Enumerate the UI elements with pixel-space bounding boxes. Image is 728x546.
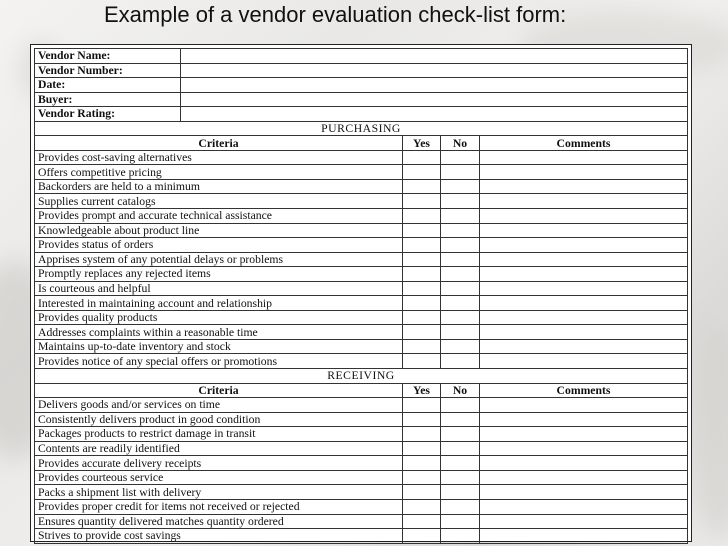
yes-cell[interactable] bbox=[403, 529, 441, 544]
yes-cell[interactable] bbox=[403, 165, 441, 180]
criteria-row bbox=[35, 427, 688, 442]
no-cell[interactable] bbox=[441, 150, 480, 165]
yes-cell[interactable] bbox=[403, 441, 441, 456]
criteria-row bbox=[35, 485, 688, 500]
criteria-label: Packs a shipment list with delivery bbox=[35, 485, 403, 500]
no-cell[interactable] bbox=[441, 296, 480, 311]
yes-cell[interactable] bbox=[403, 456, 441, 471]
header-field-value[interactable] bbox=[181, 78, 688, 93]
comments-cell[interactable] bbox=[480, 325, 688, 340]
no-cell[interactable] bbox=[441, 165, 480, 180]
no-cell[interactable] bbox=[441, 223, 480, 238]
criteria-row bbox=[35, 529, 688, 544]
yes-cell[interactable] bbox=[403, 252, 441, 267]
yes-cell[interactable] bbox=[403, 223, 441, 238]
criteria-label: Delivers goods and/or services on time bbox=[35, 398, 403, 413]
header-field-value[interactable] bbox=[181, 92, 688, 107]
criteria-label: Provides courteous service bbox=[35, 470, 403, 485]
criteria-row bbox=[35, 398, 688, 413]
comments-cell[interactable] bbox=[480, 296, 688, 311]
yes-cell[interactable] bbox=[403, 398, 441, 413]
criteria-row bbox=[35, 339, 688, 354]
yes-cell[interactable] bbox=[403, 281, 441, 296]
criteria-label: Offers competitive pricing bbox=[35, 165, 403, 180]
header-field-label: Vendor Name: bbox=[35, 49, 181, 64]
no-cell[interactable] bbox=[441, 485, 480, 500]
comments-cell[interactable] bbox=[480, 194, 688, 209]
comments-cell[interactable] bbox=[480, 499, 688, 514]
criteria-row bbox=[35, 499, 688, 514]
no-cell[interactable] bbox=[441, 252, 480, 267]
criteria-row bbox=[35, 325, 688, 340]
header-field-label: Vendor Rating: bbox=[35, 107, 181, 122]
no-cell[interactable] bbox=[441, 441, 480, 456]
criteria-header: Criteria bbox=[35, 136, 403, 151]
header-field-value[interactable] bbox=[181, 107, 688, 122]
criteria-label: Strives to provide cost savings bbox=[35, 529, 403, 544]
yes-cell[interactable] bbox=[403, 310, 441, 325]
criteria-row bbox=[35, 296, 688, 311]
slide-title: Example of a vendor evaluation check-list form: bbox=[104, 2, 567, 27]
yes-cell[interactable] bbox=[403, 209, 441, 224]
criteria-row bbox=[35, 470, 688, 485]
yes-cell[interactable] bbox=[403, 485, 441, 500]
criteria-label: Provides accurate delivery receipts bbox=[35, 456, 403, 471]
criteria-row bbox=[35, 179, 688, 194]
comments-cell[interactable] bbox=[480, 398, 688, 413]
yes-cell[interactable] bbox=[403, 296, 441, 311]
yes-cell[interactable] bbox=[403, 514, 441, 529]
no-cell[interactable] bbox=[441, 310, 480, 325]
yes-cell[interactable] bbox=[403, 325, 441, 340]
criteria-label: Knowledgeable about product line bbox=[35, 223, 403, 238]
no-cell[interactable] bbox=[441, 179, 480, 194]
no-cell[interactable] bbox=[441, 499, 480, 514]
criteria-row bbox=[35, 267, 688, 282]
comments-cell[interactable] bbox=[480, 179, 688, 194]
background-blur bbox=[690, 320, 728, 540]
criteria-label: Addresses complaints within a reasonable time bbox=[35, 325, 403, 340]
criteria-label: Consistently delivers product in good condition bbox=[35, 412, 403, 427]
criteria-label: Contents are readily identified bbox=[35, 441, 403, 456]
column-header-row bbox=[35, 383, 688, 398]
comments-cell[interactable] bbox=[480, 165, 688, 180]
comments-cell[interactable] bbox=[480, 441, 688, 456]
yes-cell[interactable] bbox=[403, 470, 441, 485]
criteria-row bbox=[35, 412, 688, 427]
comments-cell[interactable] bbox=[480, 267, 688, 282]
criteria-row bbox=[35, 281, 688, 296]
header-field-row bbox=[35, 78, 688, 93]
no-cell[interactable] bbox=[441, 354, 480, 369]
section-header-row bbox=[35, 369, 688, 384]
comments-cell[interactable] bbox=[480, 529, 688, 544]
header-field-value[interactable] bbox=[181, 63, 688, 78]
no-cell[interactable] bbox=[441, 456, 480, 471]
criteria-label: Promptly replaces any rejected items bbox=[35, 267, 403, 282]
no-cell[interactable] bbox=[441, 412, 480, 427]
criteria-label: Ensures quantity delivered matches quantity ordered bbox=[35, 514, 403, 529]
comments-header: Comments bbox=[480, 136, 688, 151]
checklist-table bbox=[34, 48, 688, 544]
header-field-row bbox=[35, 92, 688, 107]
no-cell[interactable] bbox=[441, 325, 480, 340]
no-cell[interactable] bbox=[441, 281, 480, 296]
no-cell[interactable] bbox=[441, 209, 480, 224]
criteria-label: Provides status of orders bbox=[35, 238, 403, 253]
criteria-row bbox=[35, 441, 688, 456]
criteria-label: Provides proper credit for items not received or rejected bbox=[35, 499, 403, 514]
criteria-row bbox=[35, 150, 688, 165]
no-cell[interactable] bbox=[441, 238, 480, 253]
comments-cell[interactable] bbox=[480, 470, 688, 485]
criteria-row bbox=[35, 514, 688, 529]
yes-cell[interactable] bbox=[403, 267, 441, 282]
criteria-row bbox=[35, 165, 688, 180]
no-cell[interactable] bbox=[441, 514, 480, 529]
yes-cell[interactable] bbox=[403, 150, 441, 165]
comments-cell[interactable] bbox=[480, 223, 688, 238]
criteria-label: Provides cost-saving alternatives bbox=[35, 150, 403, 165]
yes-cell[interactable] bbox=[403, 499, 441, 514]
no-cell[interactable] bbox=[441, 267, 480, 282]
column-header-row bbox=[35, 136, 688, 151]
criteria-row bbox=[35, 238, 688, 253]
criteria-label: Apprises system of any potential delays or problems bbox=[35, 252, 403, 267]
criteria-row bbox=[35, 354, 688, 369]
criteria-label: Maintains up-to-date inventory and stock bbox=[35, 339, 403, 354]
criteria-row bbox=[35, 252, 688, 267]
no-cell[interactable] bbox=[441, 529, 480, 544]
comments-cell[interactable] bbox=[480, 238, 688, 253]
no-cell[interactable] bbox=[441, 470, 480, 485]
yes-cell[interactable] bbox=[403, 194, 441, 209]
criteria-row bbox=[35, 310, 688, 325]
section-title: RECEIVING bbox=[35, 369, 688, 384]
section-header-row bbox=[35, 121, 688, 136]
comments-cell[interactable] bbox=[480, 485, 688, 500]
yes-cell[interactable] bbox=[403, 427, 441, 442]
no-cell[interactable] bbox=[441, 398, 480, 413]
comments-cell[interactable] bbox=[480, 310, 688, 325]
header-field-row bbox=[35, 63, 688, 78]
no-header: No bbox=[441, 383, 480, 398]
criteria-label: Interested in maintaining account and relationship bbox=[35, 296, 403, 311]
criteria-label: Provides quality products bbox=[35, 310, 403, 325]
no-cell[interactable] bbox=[441, 339, 480, 354]
no-cell[interactable] bbox=[441, 194, 480, 209]
yes-cell[interactable] bbox=[403, 179, 441, 194]
criteria-label: Packages products to restrict damage in transit bbox=[35, 427, 403, 442]
header-field-label: Date: bbox=[35, 78, 181, 93]
no-header: No bbox=[441, 136, 480, 151]
comments-cell[interactable] bbox=[480, 427, 688, 442]
criteria-row bbox=[35, 209, 688, 224]
comments-header: Comments bbox=[480, 383, 688, 398]
comments-cell[interactable] bbox=[480, 252, 688, 267]
criteria-label: Is courteous and helpful bbox=[35, 281, 403, 296]
criteria-row bbox=[35, 223, 688, 238]
comments-cell[interactable] bbox=[480, 281, 688, 296]
header-field-label: Vendor Number: bbox=[35, 63, 181, 78]
yes-cell[interactable] bbox=[403, 238, 441, 253]
yes-header: Yes bbox=[403, 136, 441, 151]
header-field-label: Buyer: bbox=[35, 92, 181, 107]
criteria-label: Provides notice of any special offers or promotions bbox=[35, 354, 403, 369]
checklist-body bbox=[35, 49, 688, 544]
comments-cell[interactable] bbox=[480, 339, 688, 354]
yes-cell[interactable] bbox=[403, 412, 441, 427]
comments-cell[interactable] bbox=[480, 412, 688, 427]
vendor-evaluation-form bbox=[30, 44, 692, 542]
criteria-row bbox=[35, 456, 688, 471]
criteria-label: Backorders are held to a minimum bbox=[35, 179, 403, 194]
criteria-row bbox=[35, 194, 688, 209]
no-cell[interactable] bbox=[441, 427, 480, 442]
yes-cell[interactable] bbox=[403, 354, 441, 369]
comments-cell[interactable] bbox=[480, 456, 688, 471]
comments-cell[interactable] bbox=[480, 514, 688, 529]
yes-header: Yes bbox=[403, 383, 441, 398]
comments-cell[interactable] bbox=[480, 209, 688, 224]
comments-cell[interactable] bbox=[480, 354, 688, 369]
comments-cell[interactable] bbox=[480, 150, 688, 165]
criteria-label: Supplies current catalogs bbox=[35, 194, 403, 209]
header-field-value[interactable] bbox=[181, 49, 688, 64]
header-field-row bbox=[35, 49, 688, 64]
criteria-header: Criteria bbox=[35, 383, 403, 398]
yes-cell[interactable] bbox=[403, 339, 441, 354]
section-title: PURCHASING bbox=[35, 121, 688, 136]
header-field-row bbox=[35, 107, 688, 122]
criteria-label: Provides prompt and accurate technical assistance bbox=[35, 209, 403, 224]
